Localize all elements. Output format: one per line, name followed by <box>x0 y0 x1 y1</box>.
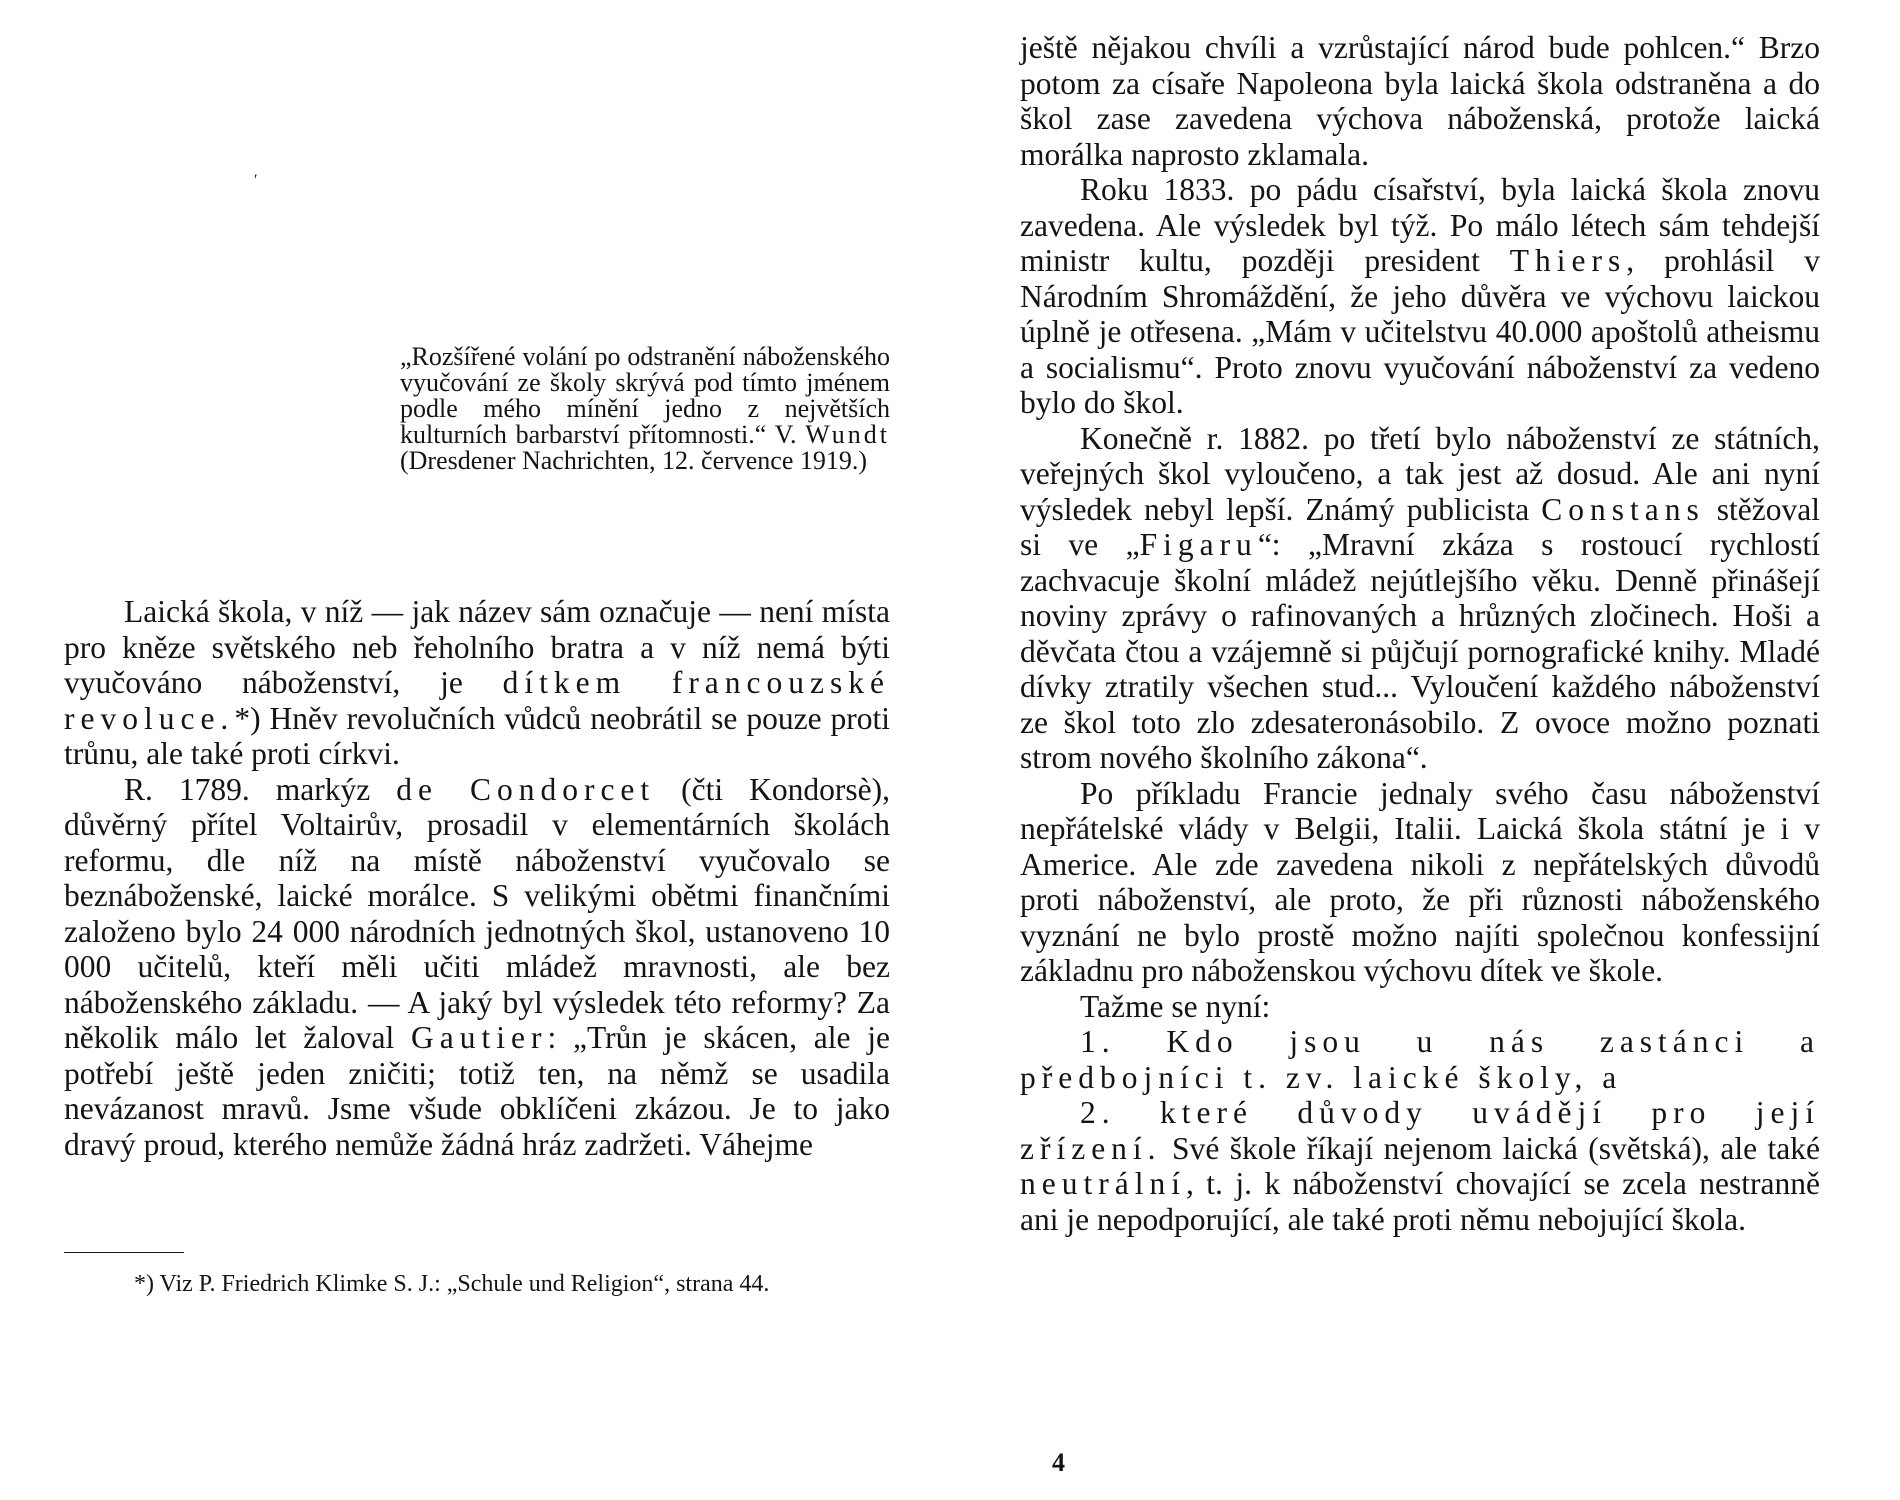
emphasis: neutrální <box>1020 1166 1186 1201</box>
epigraph-author-name: Wundt <box>805 420 891 449</box>
right-body-text <box>1020 30 1820 1237</box>
emphasis: dítkem francouzské revoluce. <box>64 665 890 736</box>
emphasis: Figaru <box>1139 527 1258 562</box>
emphasis: de Condorcet <box>396 771 656 807</box>
paragraph: 1. Kdo jsou u nás zastánci a předbojníci t. zv. laické školy, a <box>1020 1024 1820 1095</box>
paragraph: Roku 1833. po pádu císařství, byla laická škola znovu zavedena. Ale výsledek byl týž. Po málo létech sám tehdejší ministr kultu, později president Thiers, prohlásil v Národním Shromáždění, že jeho důvěra ve výchovu laickou úplně je otřesena. „Mám v učitelstvu 40.000 apoštolů atheismu a socialismu“. Proto znovu vyučování náboženství za vedeno bylo do škol. <box>1020 172 1820 420</box>
paragraph: Po příkladu Francie jednaly svého času náboženství nepřátelské vlády v Belgii, Italii. Laická škola státní je i v Americe. Ale zde zavedena nikoli z nepřátelských důvodů proti náboženství, ale proto, že při různosti náboženského vyznání ne bylo prostě možno najíti společnou konfessijní základnu pro náboženskou výchovu dítek ve škole. <box>1020 775 1820 988</box>
paragraph: Laická škola, v níž — jak název sám označuje — není místa pro kněze světského neb řeholního bratra a v níž nemá býti vyučováno náboženství, je dítkem francouzské revoluce.*) Hněv revolučních vůdců neobrátil se pouze proti trůnu, ale také proti církvi. <box>64 594 890 771</box>
footnote-rule <box>64 1252 184 1253</box>
epigraph-source: (Dresdener Nachrichten, 12. července 1919.) <box>400 446 868 475</box>
epigraph-author-initial: V. <box>774 420 797 449</box>
paragraph: Tažme se nyní: <box>1080 988 1271 1024</box>
paragraph: ještě nějakou chvíli a vzrůstající národ bude pohlcen.“ Brzo potom za císaře Napoleona byla laická škola odstraněna a do škol zase zavedena výchova náboženská, protože laická morálka naprosto zklamala. <box>1020 30 1820 172</box>
right-page <box>950 0 1900 1500</box>
emphasis: Constans <box>1541 491 1705 527</box>
emphasis: 2. které důvody uvádějí pro její zřízení. <box>1020 1095 1820 1166</box>
epigraph-quote: „Rozšířené volání po odstranění náboženského vyučování ze školy skrývá pod tímto jménem podle mého mínění jedno z největších kulturních barbarství přítomnosti.“ <box>400 342 890 449</box>
paragraph: 2. které důvody uvádějí pro její zřízení. Své škole říkají nejenom laická (světská), ale také neutrální, t. j. k náboženství chovající se zcela nestranně ani je nepodporující, ale také proti němu nebojující škola. <box>1020 1095 1820 1237</box>
emphasis: Gautier <box>411 1020 548 1055</box>
epigraph <box>400 344 890 474</box>
footnote: *) Viz P. Friedrich Klimke S. J.: „Schule und Religion“, strana 44. <box>134 1271 770 1297</box>
left-body-text <box>64 594 890 1162</box>
paragraph: Konečně r. 1882. po třetí bylo náboženství ze státních, veřejných škol vyloučeno, a tak jest až dosud. Ale ani nyní výsledek nebyl lepší. Známý publicista Constans stěžoval si ve „Figaru“: „Mravní zkáza s rostoucí rychlostí zachvacuje školní mládež nejútlejšího věku. Denně přinášejí noviny zprávy o rafinovaných a hrůzných zločinech. Hoši a děvčata čtou a vzájemně si půjčují pornografické knihy. Mladé dívky ztratily všechen stud... Vyloučení každého náboženství ze škol toto zlo zdesateronásobilo. Z ovoce možno poznati strom nového školního zákona“. <box>1020 420 1821 775</box>
stray-mark: ′ <box>254 172 258 189</box>
emphasis: Thiers <box>1509 243 1627 278</box>
paragraph: R. 1789. markýz de Condorcet (čti Kondorsè), důvěrný přítel Voltairův, prosadil v elementárních školách reformu, dle níž na místě náboženství vyučovalo se beznáboženské, laické morálce. S velikými obětmi finančními založeno bylo 24 000 národních jednotných škol, ustanoveno 10 000 učitelů, kteří měli učiti mládež mravnosti, ale bez náboženského základu. — A jaký byl výsledek této reformy? Za několik málo let žaloval Gautier: „Trůn je skácen, ale je potřebí ještě jeden zničiti; totiž ten, na němž se usadila nevázanost mravů. Jsme všude obklíčeni zkázou. Je to jako dravý proud, kterého nemůže žádná hráz zadržeti. Váhejme <box>64 771 890 1162</box>
page-number: 4 <box>1052 1448 1065 1477</box>
